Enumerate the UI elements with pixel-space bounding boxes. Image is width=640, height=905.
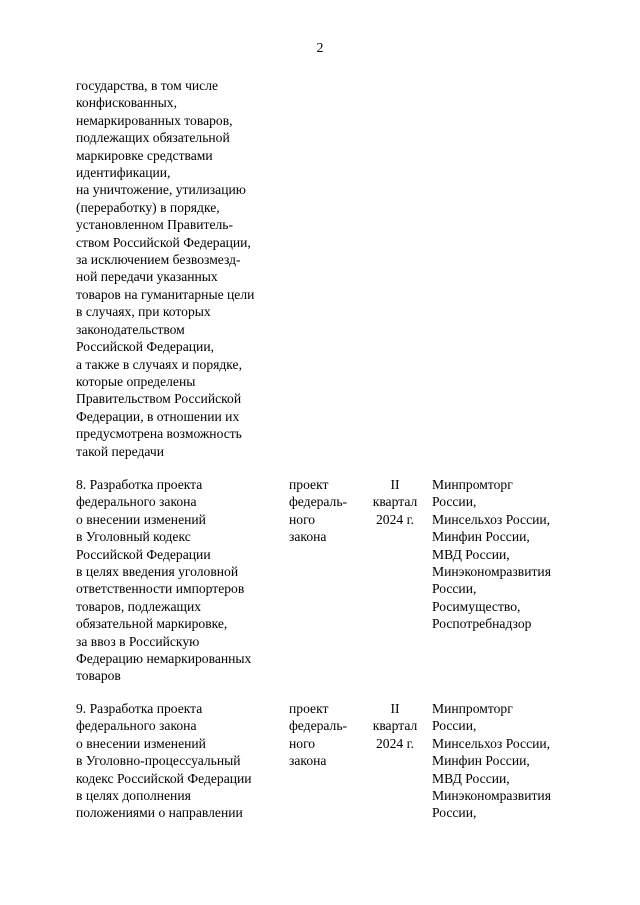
text-line: идентификации, (76, 165, 171, 181)
text-line: товаров, подлежащих (76, 598, 202, 614)
text-line: положениями о направлении (76, 805, 243, 821)
text-line: МВД России, (432, 770, 510, 786)
text-line: законодательством (76, 321, 185, 337)
page-number: 2 (316, 41, 324, 56)
text-line: закона (289, 529, 327, 545)
item-8-title (76, 476, 286, 685)
text-line: в Уголовный кодекс (76, 529, 191, 545)
item-8-document-type (289, 476, 361, 546)
text-line: федераль- (289, 718, 348, 734)
item-8-deadline (366, 476, 424, 528)
text-line: Федерацию немаркированных (76, 651, 252, 667)
text-line: Федерации, в отношении их (76, 408, 240, 424)
text-line: подлежащих обязательной (76, 130, 230, 146)
text-line: Роспотребнадзор (432, 616, 532, 632)
text-line: II (390, 477, 400, 492)
text-line: Минсельхоз России, (432, 511, 551, 527)
text-line: в случаях, при которых (76, 304, 211, 320)
text-line: государства, в том числе (76, 78, 219, 93)
text-line: немаркированных товаров, (76, 112, 233, 128)
text-line: конфискованных, (76, 95, 177, 111)
text-line: Российской Федерации, (76, 339, 214, 355)
text-line: за ввоз в Российскую (76, 633, 200, 649)
text-line: установленном Правитель- (76, 217, 234, 233)
text-line: Минпромторг (432, 477, 513, 492)
text-line: проект (289, 477, 329, 492)
text-line: в целях введения уголовной (76, 564, 239, 580)
text-line: федераль- (289, 494, 348, 510)
text-line: предусмотрена возможность (76, 426, 242, 442)
continuation-text (76, 77, 286, 460)
text-line: кодекс Российской Федерации (76, 770, 252, 786)
text-line: маркировке средствами (76, 147, 213, 163)
text-line: Минэкономразвития (432, 788, 551, 804)
text-line: квартал (372, 718, 418, 734)
text-line: 9. Разработка проекта (76, 701, 203, 716)
text-line: Правительством Российской (76, 391, 242, 407)
text-line: которые определены (76, 373, 196, 389)
text-line: в целях дополнения (76, 788, 191, 804)
text-line: МВД России, (432, 546, 510, 562)
text-line: проект (289, 701, 329, 716)
text-line: 2024 г. (375, 735, 415, 751)
text-line: обязательной маркировке, (76, 616, 228, 632)
text-line: Российской Федерации (76, 546, 211, 562)
item-9-document-type (289, 700, 361, 770)
text-line: Минфин России, (432, 753, 530, 769)
text-line: о внесении изменений (76, 735, 206, 751)
text-line: ством Российской Федерации, (76, 234, 251, 250)
text-line: товаров (76, 668, 121, 684)
item-9-deadline (366, 700, 424, 752)
text-line: о внесении изменений (76, 511, 206, 527)
text-line: за исключением безвозмезд- (76, 252, 241, 268)
item-9-executors (432, 700, 602, 822)
text-line: закона (289, 753, 327, 769)
text-line: Минэкономразвития (432, 564, 551, 580)
text-line: России, (432, 581, 477, 597)
text-line: такой передачи (76, 443, 165, 459)
text-line: ответственности импортеров (76, 581, 245, 597)
text-line: Минфин России, (432, 529, 530, 545)
text-line: 2024 г. (375, 511, 415, 527)
text-line: Минсельхоз России, (432, 735, 551, 751)
text-line: федерального закона (76, 494, 197, 510)
text-line: товаров на гуманитарные цели (76, 286, 255, 302)
item-9-title (76, 700, 286, 822)
text-line: в Уголовно-процессуальный (76, 753, 241, 769)
text-line: (переработку) в порядке, (76, 199, 220, 215)
text-line: Росимущество, (432, 598, 521, 614)
text-line: федерального закона (76, 718, 197, 734)
text-line: Минпромторг (432, 701, 513, 716)
text-line: ной передачи указанных (76, 269, 218, 285)
text-line: II (390, 701, 400, 716)
text-line: а также в случаях и порядке, (76, 356, 242, 372)
text-line: 8. Разработка проекта (76, 477, 203, 492)
text-line: России, (432, 718, 477, 734)
text-line: России, (432, 805, 477, 821)
text-line: России, (432, 494, 477, 510)
text-line: квартал (372, 494, 418, 510)
text-line: ного (289, 511, 316, 527)
text-line: на уничтожение, утилизацию (76, 182, 246, 198)
item-8-executors (432, 476, 602, 633)
text-line: ного (289, 735, 316, 751)
